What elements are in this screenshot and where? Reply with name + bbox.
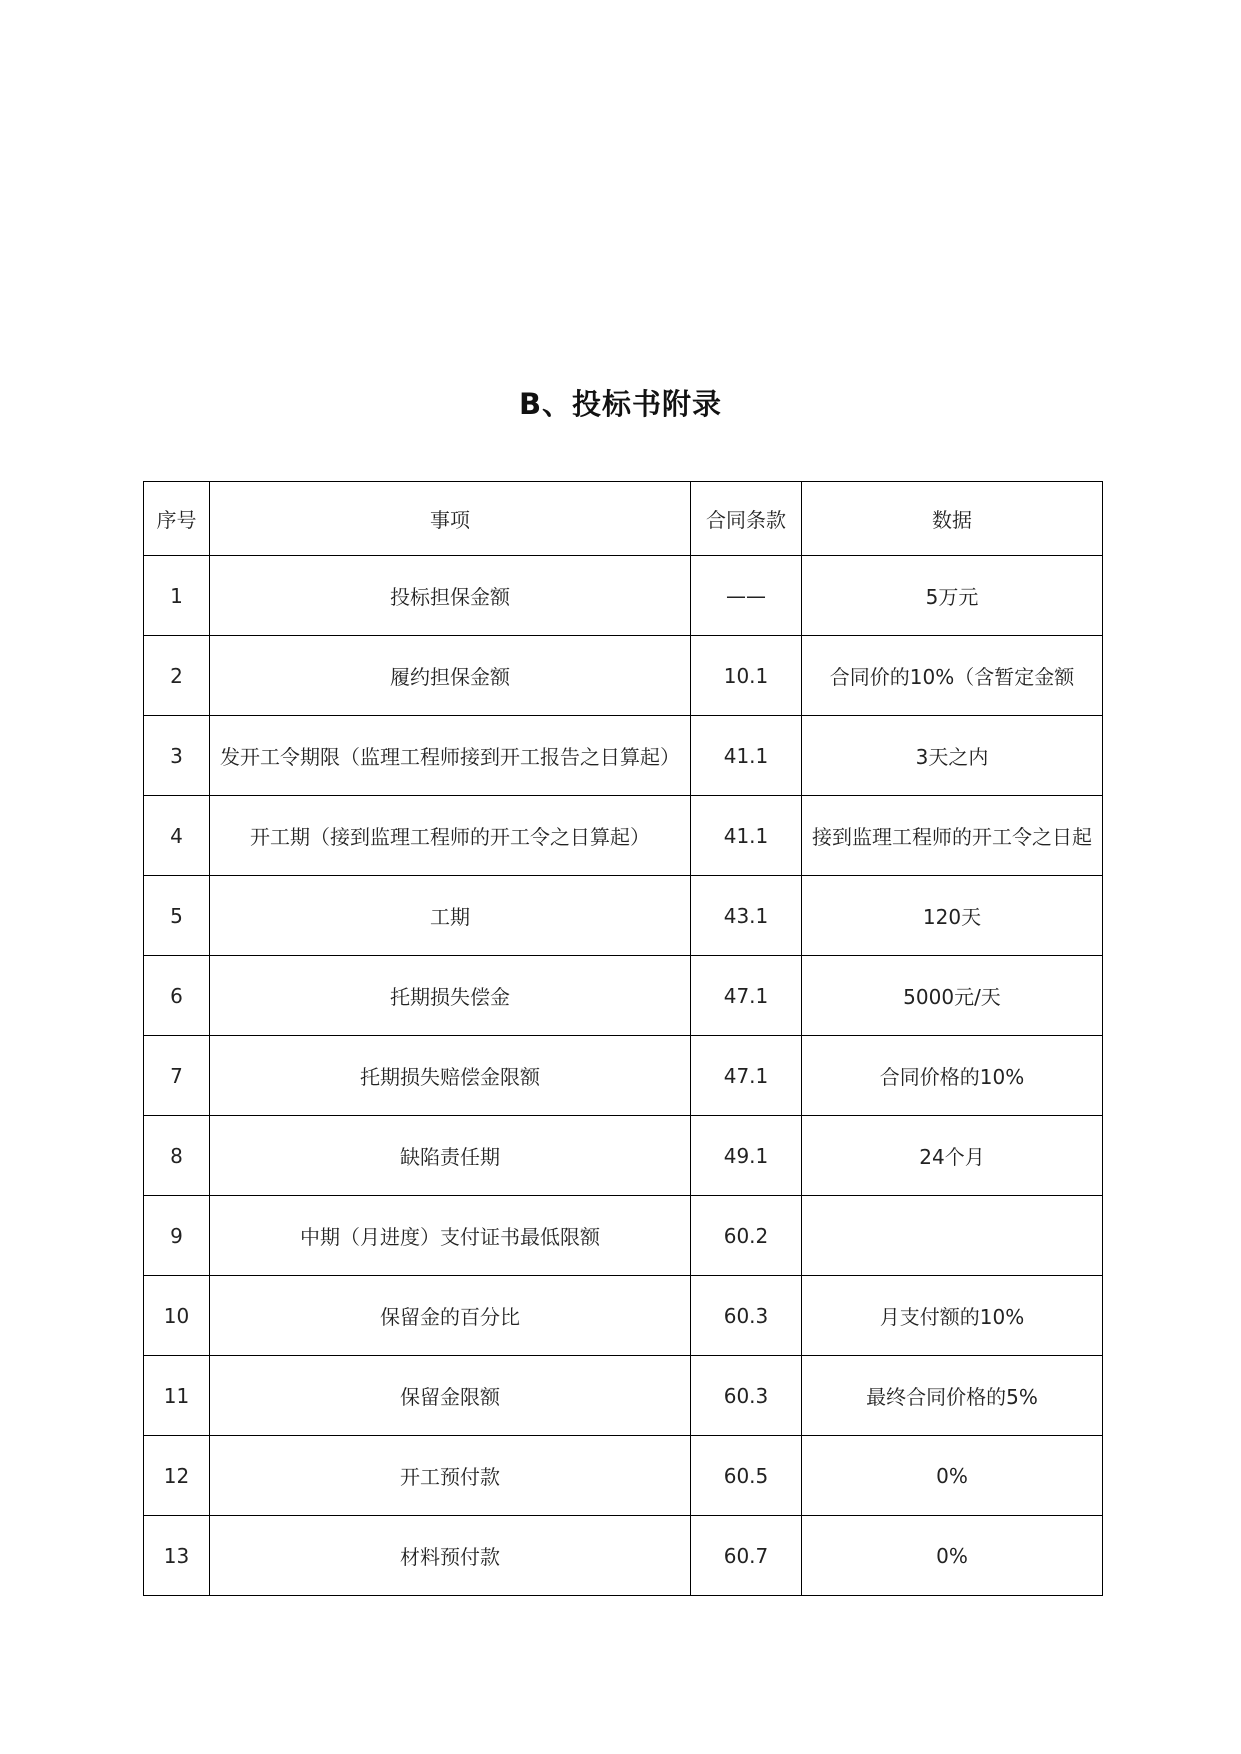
cell-no: 5 [144, 876, 210, 956]
cell-item: 保留金限额 [210, 1356, 691, 1436]
cell-no: 13 [144, 1516, 210, 1596]
cell-no: 6 [144, 956, 210, 1036]
cell-clause: 47.1 [691, 1036, 802, 1116]
cell-item: 保留金的百分比 [210, 1276, 691, 1356]
cell-clause: 60.3 [691, 1276, 802, 1356]
cell-item: 履约担保金额 [210, 636, 691, 716]
cell-data: 5000元/天 [802, 956, 1103, 1036]
cell-item: 工期 [210, 876, 691, 956]
cell-clause: 60.2 [691, 1196, 802, 1276]
table-row [144, 636, 1103, 716]
cell-item: 发开工令期限（监理工程师接到开工报告之日算起） [210, 716, 691, 796]
cell-clause: 10.1 [691, 636, 802, 716]
cell-clause: 60.7 [691, 1516, 802, 1596]
cell-no: 4 [144, 796, 210, 876]
cell-clause: —— [691, 556, 802, 636]
cell-no: 12 [144, 1436, 210, 1516]
table-row [144, 876, 1103, 956]
table-row [144, 556, 1103, 636]
table-row [144, 1516, 1103, 1596]
table-row [144, 1196, 1103, 1276]
cell-no: 3 [144, 716, 210, 796]
cell-clause: 41.1 [691, 796, 802, 876]
cell-data: 最终合同价格的5% [802, 1356, 1103, 1436]
table-row [144, 716, 1103, 796]
header-no: 序号 [144, 482, 210, 556]
cell-clause: 60.3 [691, 1356, 802, 1436]
cell-item: 托期损失偿金 [210, 956, 691, 1036]
cell-clause: 47.1 [691, 956, 802, 1036]
header-data: 数据 [802, 482, 1103, 556]
appendix-table [143, 481, 1103, 1596]
table-header-row [144, 482, 1103, 556]
cell-item: 开工预付款 [210, 1436, 691, 1516]
cell-clause: 60.5 [691, 1436, 802, 1516]
cell-clause: 41.1 [691, 716, 802, 796]
cell-data: 0% [802, 1436, 1103, 1516]
cell-no: 9 [144, 1196, 210, 1276]
header-item: 事项 [210, 482, 691, 556]
cell-no: 8 [144, 1116, 210, 1196]
cell-clause: 49.1 [691, 1116, 802, 1196]
cell-data: 接到监理工程师的开工令之日起 [802, 796, 1103, 876]
cell-data: 0% [802, 1516, 1103, 1596]
cell-data: 24个月 [802, 1116, 1103, 1196]
cell-no: 1 [144, 556, 210, 636]
page-title: B、投标书附录 [518, 387, 723, 421]
table-row [144, 1436, 1103, 1516]
table-row [144, 1276, 1103, 1356]
cell-item: 材料预付款 [210, 1516, 691, 1596]
cell-data [802, 1196, 1103, 1276]
cell-item: 缺陷责任期 [210, 1116, 691, 1196]
cell-no: 10 [144, 1276, 210, 1356]
table-row [144, 1356, 1103, 1436]
table-row [144, 956, 1103, 1036]
cell-data: 3天之内 [802, 716, 1103, 796]
cell-data: 120天 [802, 876, 1103, 956]
cell-clause: 43.1 [691, 876, 802, 956]
cell-data: 5万元 [802, 556, 1103, 636]
header-clause: 合同条款 [691, 482, 802, 556]
table-row [144, 796, 1103, 876]
cell-no: 11 [144, 1356, 210, 1436]
table-row [144, 1036, 1103, 1116]
cell-item: 托期损失赔偿金限额 [210, 1036, 691, 1116]
cell-data: 合同价格的10% [802, 1036, 1103, 1116]
cell-data: 合同价的10%（含暂定金额 [802, 636, 1103, 716]
table-row [144, 1116, 1103, 1196]
cell-data: 月支付额的10% [802, 1276, 1103, 1356]
cell-item: 开工期（接到监理工程师的开工令之日算起） [210, 796, 691, 876]
cell-item: 投标担保金额 [210, 556, 691, 636]
cell-no: 2 [144, 636, 210, 716]
cell-no: 7 [144, 1036, 210, 1116]
cell-item: 中期（月进度）支付证书最低限额 [210, 1196, 691, 1276]
